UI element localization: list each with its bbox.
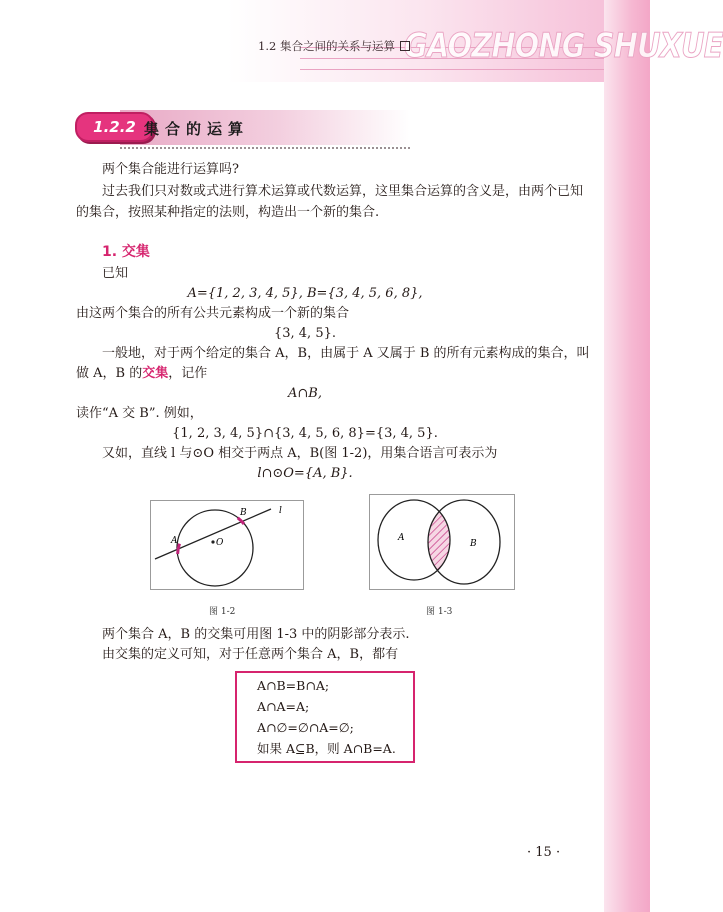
shaded-text: 两个集合 A，B 的交集可用图 1-3 中的阴影部分表示. xyxy=(102,627,410,642)
example-equation: {1, 2, 3, 4, 5}∩{3, 4, 5, 6, 8}={3, 4, 5}. xyxy=(172,426,438,441)
properties-box xyxy=(235,671,415,763)
body-text: 由这两个集合的所有公共元素构成一个新的集合 xyxy=(76,306,350,321)
definition-line: 一般地，对于两个给定的集合 A，B，由属于 A 又属于 B 的所有元素构成的集合，叫 xyxy=(102,346,590,361)
label-b: B xyxy=(240,508,247,518)
line-l xyxy=(155,509,271,559)
intro-text-line: 过去我们只对数或式进行算术运算或代数运算，这里集合运算的含义是，由两个已知 xyxy=(102,184,584,199)
venn-diagram xyxy=(370,495,514,589)
running-head-text: 1.2 集合之间的关系与运算 xyxy=(258,39,395,53)
property-item: 如果 A⊆B，则 A∩B=A. xyxy=(257,741,396,756)
derive-text: 由交集的定义可知，对于任意两个集合 A，B，都有 xyxy=(102,647,399,662)
center-point xyxy=(211,540,214,543)
intro-text-line: 的集合，按照某种指定的法则，构造出一个新的集合. xyxy=(76,205,380,220)
square-icon xyxy=(400,41,410,51)
common-set: {3, 4, 5}. xyxy=(273,326,337,341)
header-rule xyxy=(300,69,650,70)
figure-caption: 图 1-2 xyxy=(209,607,236,617)
subsection-heading: 1. 交集 xyxy=(102,244,150,260)
label-l: l xyxy=(279,506,282,516)
definition-text: 做 A，B 的 xyxy=(76,366,143,381)
intersection-arc-a xyxy=(178,544,180,554)
definition-line xyxy=(76,364,207,384)
label-o: O xyxy=(216,538,224,548)
line-formula: l∩⊙O={A, B}. xyxy=(257,466,353,481)
circle-line-diagram xyxy=(151,501,303,589)
pink-side-bar xyxy=(604,0,650,912)
term-intersection: 交集 xyxy=(142,366,169,381)
label-a: A xyxy=(171,536,178,546)
read-as-text: 读作“A 交 B”. 例如， xyxy=(76,406,203,421)
definition-text: ，记作 xyxy=(168,366,208,381)
line-example-text: 又如，直线 l 与⊙O 相交于两点 A，B(图 1-2)，用集合语言可表示为 xyxy=(102,446,498,461)
label-a: A xyxy=(398,533,405,543)
figure-1-3 xyxy=(369,494,515,590)
property-item: A∩A=A; xyxy=(257,699,310,714)
sets-equation: A={1, 2, 3, 4, 5}, B={3, 4, 5, 6, 8}, xyxy=(187,286,423,301)
label-b: B xyxy=(470,539,477,549)
figure-1-2 xyxy=(150,500,304,590)
figure-caption: 图 1-3 xyxy=(426,607,453,617)
running-head xyxy=(258,38,410,54)
section-title: 集合的运算 xyxy=(144,120,250,138)
known-label: 已知 xyxy=(102,266,129,281)
header-watermark: GAOZHONG SHUXUE xyxy=(404,26,723,66)
property-item: A∩∅=∅∩A=∅; xyxy=(257,720,354,735)
intro-question: 两个集合能进行运算吗? xyxy=(102,162,239,177)
property-item: A∩B=B∩A; xyxy=(257,678,330,693)
page-number: · 15 · xyxy=(527,845,561,860)
intersection-notation: A∩B, xyxy=(288,386,322,401)
section-number-badge: 1.2.2 xyxy=(75,112,154,142)
section-divider xyxy=(120,147,410,149)
